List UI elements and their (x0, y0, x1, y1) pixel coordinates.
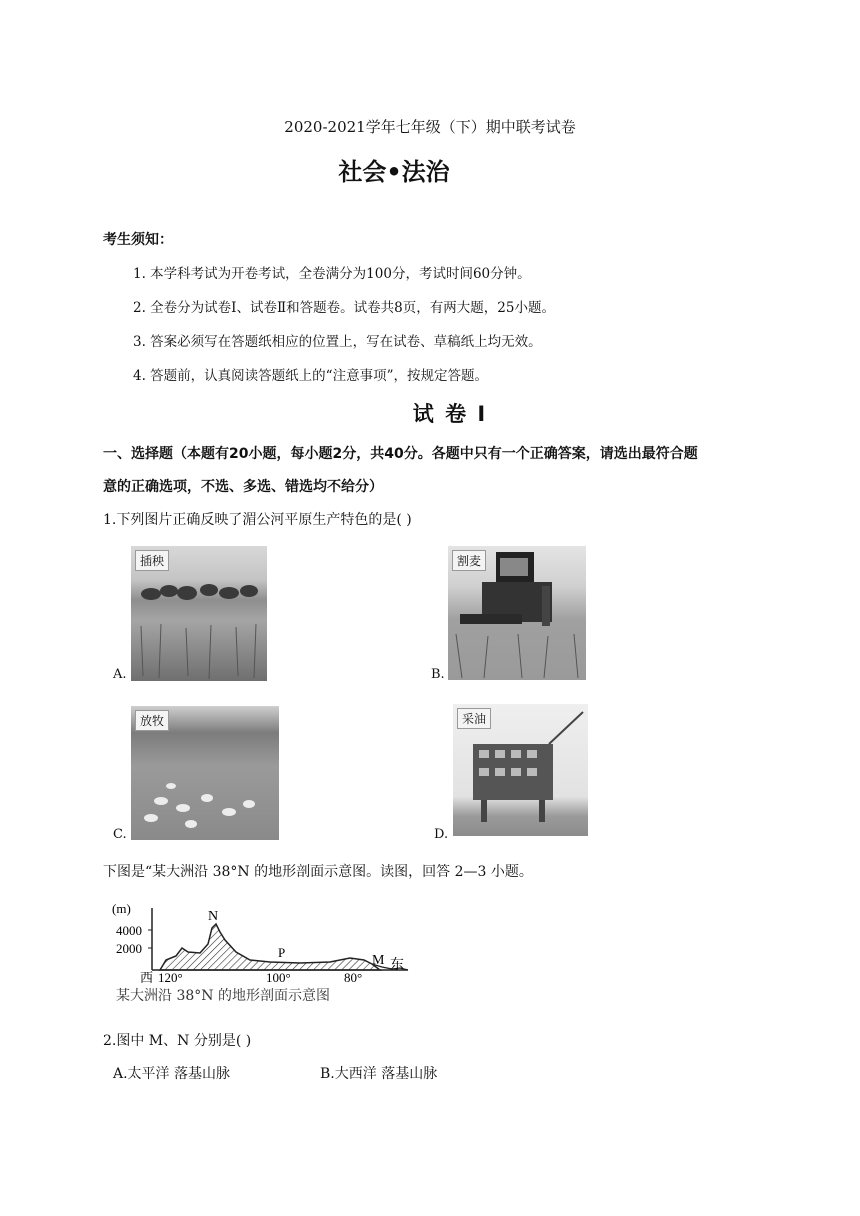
y-tick-label: 4000 (116, 923, 142, 938)
point-label-m: M (372, 953, 385, 968)
question-2-option-a: A.太平洋 落基山脉 (113, 1066, 231, 1082)
point-label-p: P (278, 945, 286, 960)
notice-heading: 考生须知： (103, 232, 173, 248)
terrain-profile-figure (110, 890, 420, 1010)
question-2-option-b: B.大西洋 落基山脉 (320, 1066, 438, 1082)
question-1-stem: 1.下列图片正确反映了湄公河平原生产特色的是( ) (103, 512, 412, 528)
section-heading-line1: 一、选择题（本题有20小题，每小题2分，共40分。各题中只有一个正确答案，请选出最符合题 (103, 446, 698, 462)
y-tick-label: 2000 (116, 941, 142, 956)
notice-item: 3. 答案必须写在答题纸相应的位置上，写在试卷、草稿纸上均无效。 (133, 334, 542, 350)
option-d-letter: D. (434, 827, 449, 842)
figure-caption: 某大洲沿 38°N 的地形剖面示意图 (116, 988, 330, 1004)
photo-label: 放牧 (135, 710, 169, 731)
oil-platform-photo (453, 704, 588, 836)
photo-label: 割麦 (452, 550, 486, 571)
section-heading-line2: 意的正确选项，不选、多选、错选均不给分） (103, 479, 383, 495)
exam-title: 2020-2021学年七年级（下）期中联考试卷 (284, 118, 576, 136)
x-label-east: 东 (390, 957, 404, 973)
paper-title: 试 卷 I (412, 402, 488, 426)
rice-transplanting-photo (131, 546, 267, 681)
grazing-photo (131, 706, 279, 840)
wheat-harvesting-photo (448, 546, 586, 680)
question-2-stem: 2.图中 M、N 分别是( ) (103, 1033, 252, 1049)
x-tick-label: 120° (158, 970, 183, 985)
option-b-letter: B. (431, 667, 445, 682)
intro-text: 下图是“某大洲沿 38°N 的地形剖面示意图。读图，回答 2—3 小题。 (103, 864, 533, 880)
photo-label: 插秧 (135, 550, 169, 571)
option-a-letter: A. (113, 667, 127, 682)
x-tick-label: 100° (266, 970, 291, 985)
option-c-letter: C. (113, 827, 127, 842)
x-tick-label: 80° (344, 970, 363, 985)
y-unit-label: (m) (112, 901, 131, 916)
x-label-west: 西 (140, 971, 154, 986)
subject-title: 社会•法治 (338, 158, 450, 186)
point-label-n: N (208, 909, 219, 924)
photo-label: 采油 (457, 708, 491, 729)
notice-item: 1. 本学科考试为开卷考试，全卷满分为100分，考试时间60分钟。 (133, 266, 531, 282)
notice-item: 4. 答题前，认真阅读答题纸上的“注意事项”，按规定答题。 (133, 368, 488, 384)
terrain-profile (160, 924, 380, 970)
notice-item: 2. 全卷分为试卷Ⅰ、试卷Ⅱ和答题卷。试卷共8页，有两大题，25小题。 (133, 300, 555, 316)
